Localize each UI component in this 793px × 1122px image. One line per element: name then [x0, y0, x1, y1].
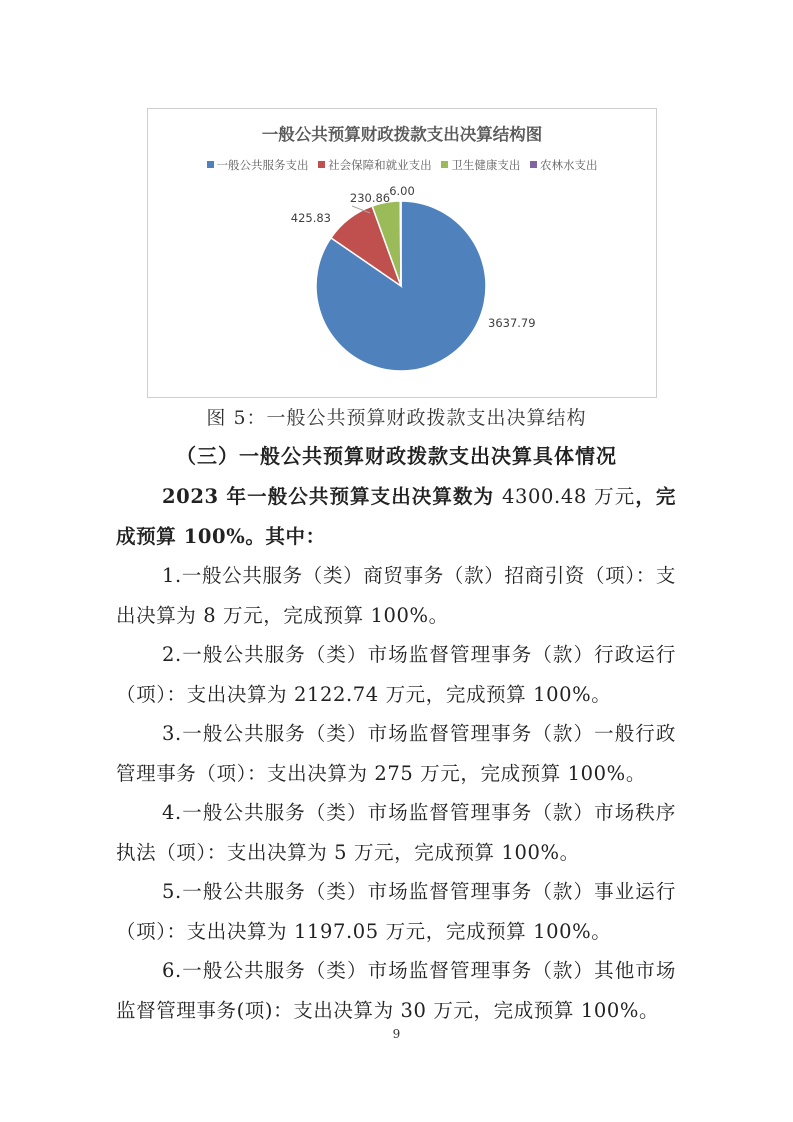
pie-svg [148, 109, 656, 397]
summary-paragraph [116, 477, 676, 556]
list-item: 4.一般公共服务（类）市场监督管理事务（款）市场秩序执法（项）：支出决算为 5 万元，完成预算 100%。 [116, 801, 676, 864]
list-item: 1.一般公共服务（类）商贸事务（款）招商引资（项）：支出决算为 8 万元，完成预算 100%。 [116, 564, 676, 627]
chart-title: 一般公共预算财政拨款支出决算结构图 [261, 125, 543, 144]
summary-amount: 4300.48 万元 [502, 485, 636, 508]
list-item: 3.一般公共服务（类）市场监督管理事务（款）一般行政管理事务（项）：支出决算为 275 万元，完成预算 100%。 [116, 722, 676, 785]
pie-chart [147, 108, 657, 398]
page-number: 9 [392, 1027, 401, 1041]
pie-slice-4 [400, 201, 401, 286]
data-label: 3637.79 [488, 316, 536, 330]
section-heading: （三）一般公共预算财政拨款支出决算具体情况 [176, 444, 617, 468]
legend-label: 农林水支出 [539, 158, 598, 172]
list-item: 6.一般公共服务（类）市场监督管理事务（款）其他市场监督管理事务(项)：支出决算为 30 万元，完成预算 100%。 [116, 959, 676, 1022]
data-label: 230.86 [349, 191, 391, 205]
legend-label: 一般公共服务支出 [216, 158, 309, 172]
figure-caption: 图 5：一般公共预算财政拨款支出决算结构 [206, 407, 587, 429]
data-label: 425.83 [290, 211, 331, 225]
summary-text-2: ，完成预算 100%。其中： [116, 485, 676, 548]
data-label: 6.00 [389, 184, 415, 198]
legend-label: 社会保障和就业支出 [328, 158, 432, 172]
list-item: 2.一般公共服务（类）市场监督管理事务（款）行政运行（项）：支出决算为 2122.74 万元，完成预算 100%。 [116, 643, 676, 706]
summary-text-1: 2023 年一般公共预算支出决算数为 [162, 485, 503, 508]
legend-label: 卫生健康支出 [451, 158, 521, 172]
list-item: 5.一般公共服务（类）市场监督管理事务（款）事业运行（项）：支出决算为 1197.05 万元，完成预算 100%。 [116, 880, 676, 943]
